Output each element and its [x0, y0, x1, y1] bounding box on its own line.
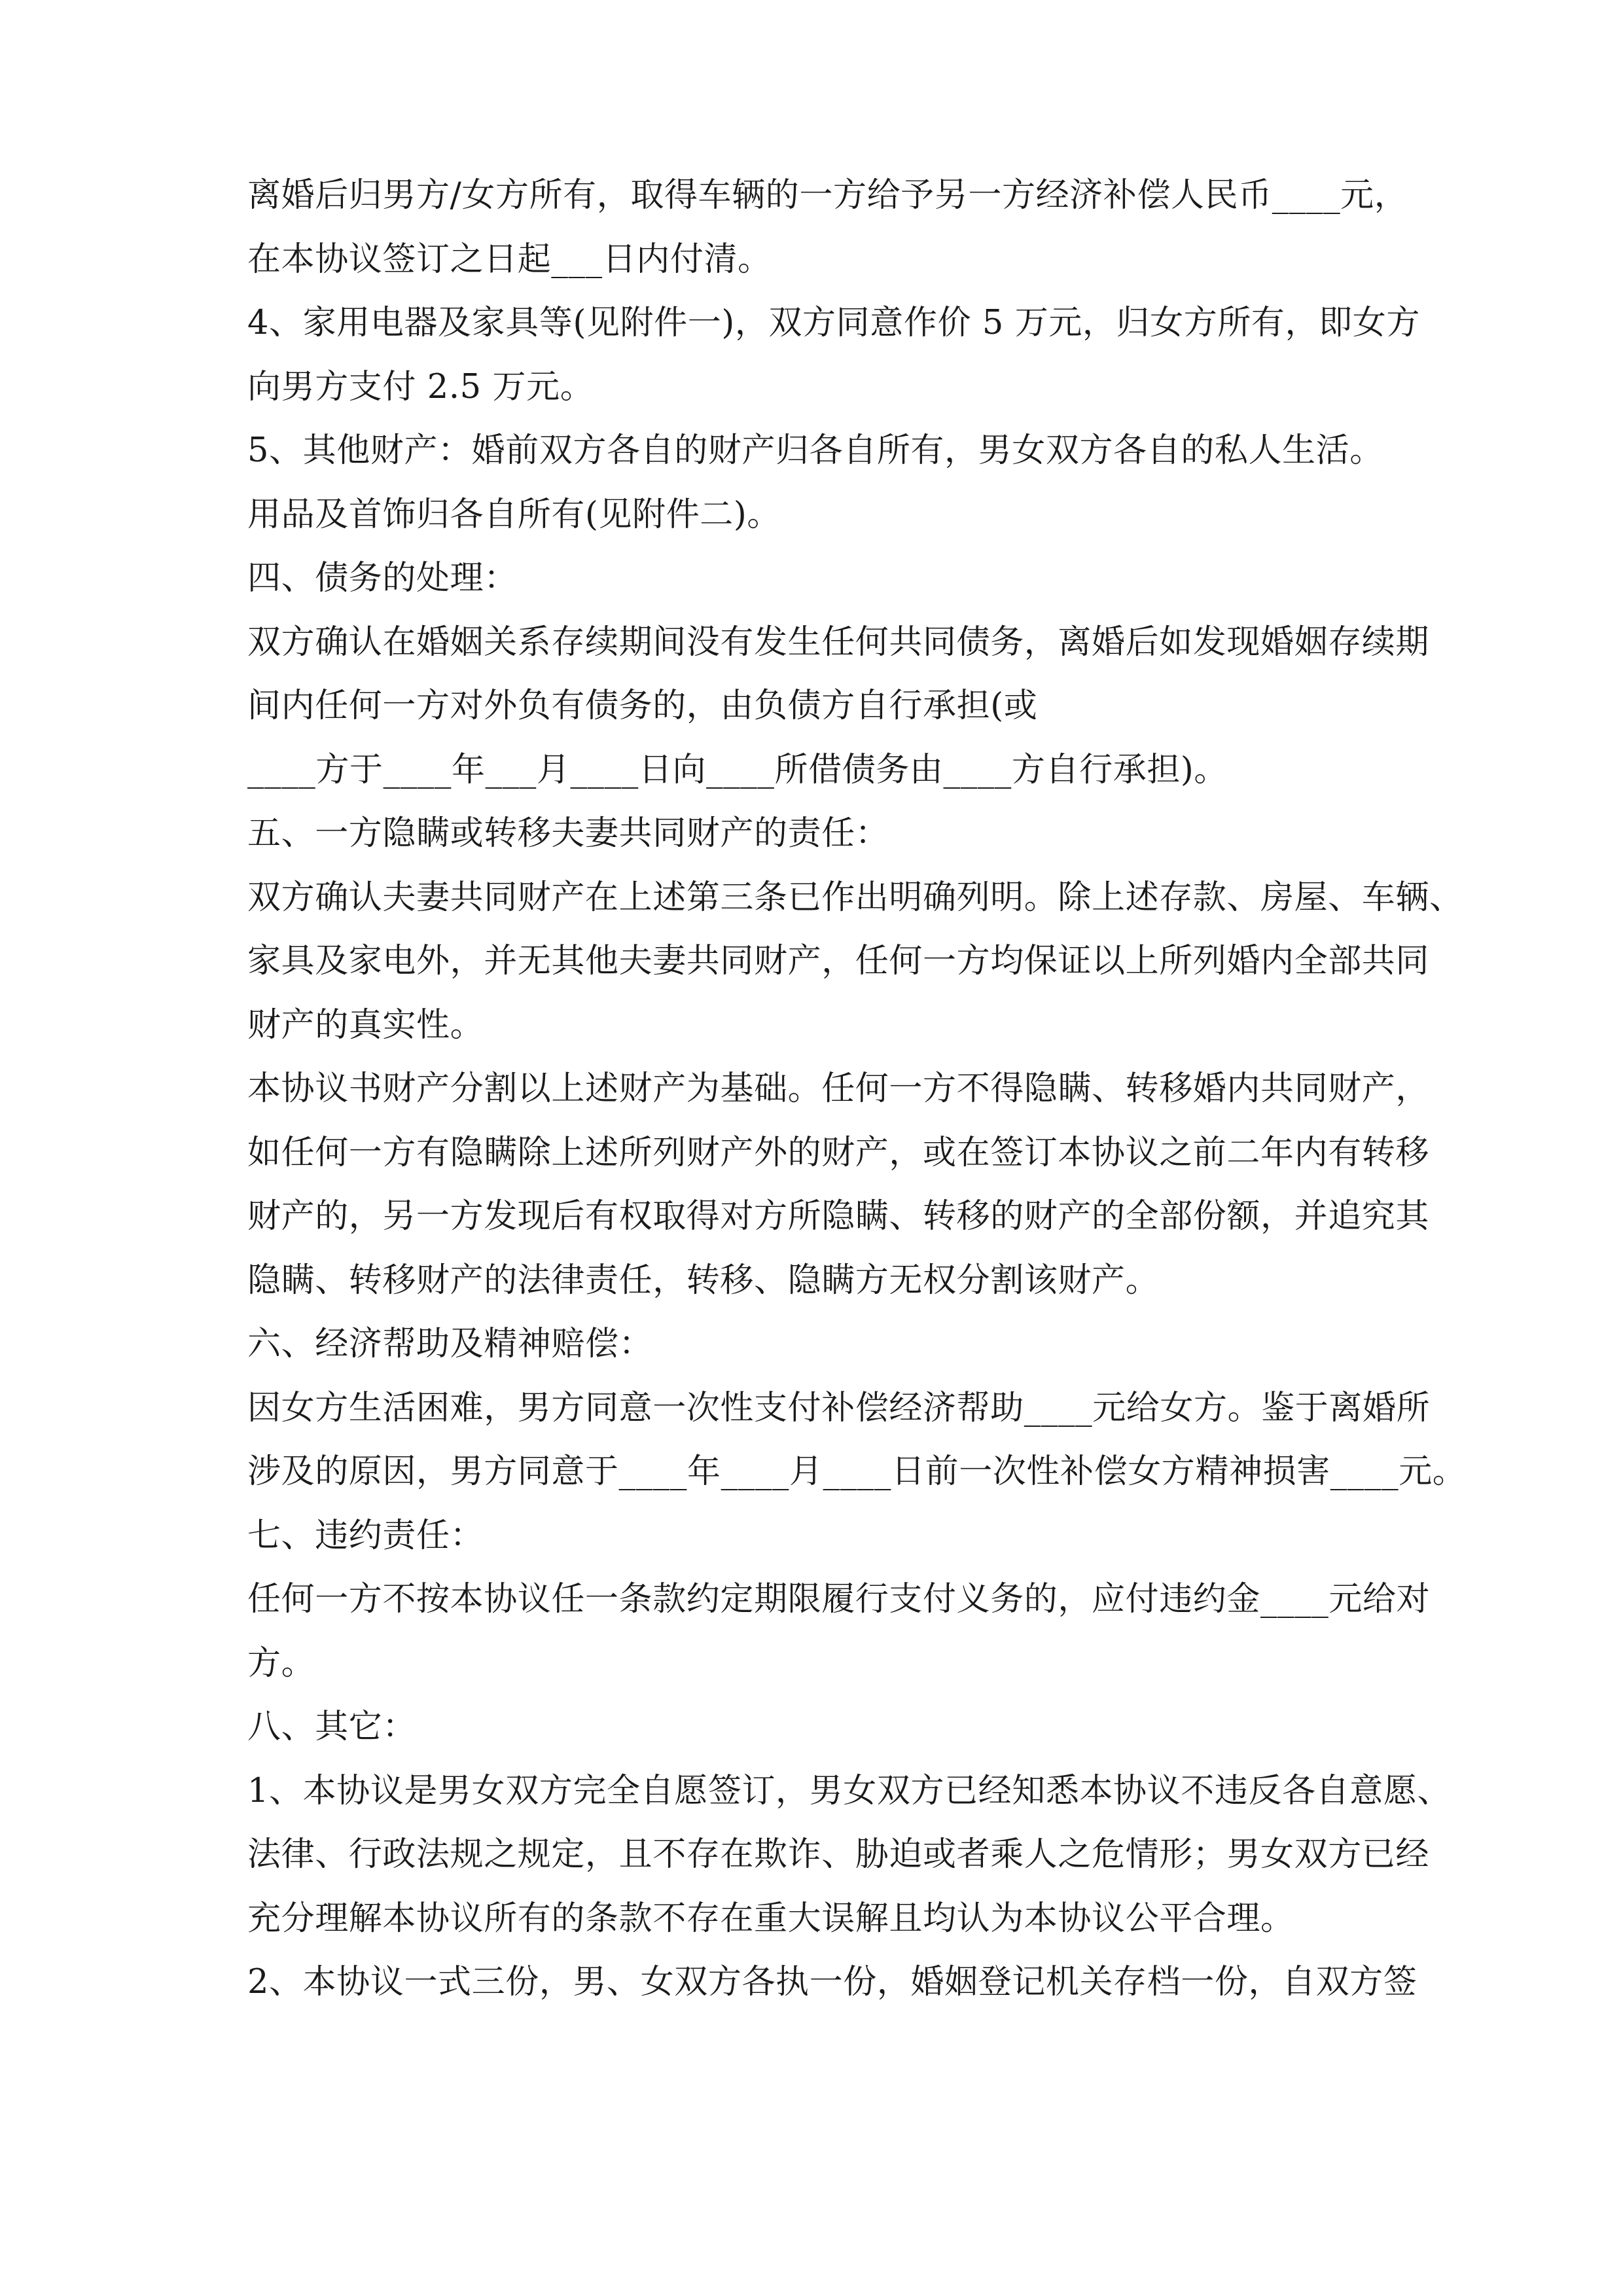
- text-line-8: 双方确认在婚姻关系存续期间没有发生任何共同债务，离婚后如发现婚姻存续期: [247, 622, 1430, 662]
- text-line-27: 法律、行政法规之规定，且不存在欺诈、胁迫或者乘人之危情形；男女双方已经: [247, 1835, 1430, 1874]
- document-body: [247, 164, 1467, 2015]
- text-line-17: 财产的，另一方发现后有权取得对方所隐瞒、转移的财产的全部份额，并追究其: [247, 1197, 1430, 1236]
- text-line-23: 任何一方不按本协议任一条款约定期限履行支付义务的，应付违约金____元给对: [247, 1580, 1431, 1619]
- text-line-10: ____方于____年___月____日向____所借债务由____方自行承担)。: [247, 750, 1228, 789]
- text-line-20: 因女方生活困难，男方同意一次性支付补偿经济帮助____元给女方。鉴于离婚所: [247, 1388, 1431, 1427]
- text-line-14: 财产的真实性。: [247, 1005, 484, 1045]
- section-heading-breach: 七、违约责任：: [247, 1516, 484, 1555]
- text-line-12: 双方确认夫妻共同财产在上述第三条已作出明确列明。除上述存款、房屋、车辆、: [247, 878, 1463, 917]
- text-line-24: 方。: [247, 1643, 315, 1683]
- section-heading-debts: 四、债务的处理：: [247, 559, 518, 598]
- section-heading-concealment: 五、一方隐瞒或转移夫妻共同财产的责任：: [247, 814, 889, 853]
- text-line-15: 本协议书财产分割以上述财产为基础。任何一方不得隐瞒、转移婚内共同财产，: [247, 1069, 1430, 1108]
- text-line-18: 隐瞒、转移财产的法律责任，转移、隐瞒方无权分割该财产。: [247, 1261, 1160, 1300]
- text-line-29: 2、本协议一式三份，男、女双方各执一份，婚姻登记机关存档一份，自双方签: [247, 1963, 1418, 2001]
- section-heading-compensation: 六、经济帮助及精神赔偿：: [247, 1325, 653, 1363]
- text-line-9: 间内任何一方对外负有债务的，由负债方自行承担(或: [247, 687, 1038, 725]
- text-line-21: 涉及的原因，男方同意于____年____月____日前一次性补偿女方精神损害____元。: [247, 1452, 1467, 1491]
- text-line-1: 离婚后归男方/女方所有，取得车辆的一方给予另一方经济补偿人民币____元，: [247, 176, 1408, 215]
- text-line-2: 在本协议签订之日起___日内付清。: [247, 240, 772, 279]
- text-line-6: 用品及首饰归各自所有(见附件二)。: [247, 495, 781, 534]
- text-line-28: 充分理解本协议所有的条款不存在重大误解且均认为本协议公平合理。: [247, 1899, 1294, 1938]
- text-line-16: 如任何一方有隐瞒除上述所列财产外的财产，或在签订本协议之前二年内有转移: [247, 1133, 1430, 1172]
- text-line-26: 1、本协议是男女双方完全自愿签订，男女双方已经知悉本协议不违反各自意愿、: [247, 1771, 1452, 1810]
- text-line-13: 家具及家电外，并无其他夫妻共同财产，任何一方均保证以上所列婚内全部共同: [247, 942, 1430, 980]
- section-heading-other: 八、其它：: [247, 1708, 417, 1746]
- text-line-3: 4、家用电器及家具等(见附件一)，双方同意作价 5 万元，归女方所有，即女方: [247, 304, 1420, 342]
- text-line-5: 5、其他财产：婚前双方各自的财产归各自所有，男女双方各自的私人生活。: [247, 431, 1383, 470]
- text-line-4: 向男方支付 2.5 万元。: [247, 367, 594, 406]
